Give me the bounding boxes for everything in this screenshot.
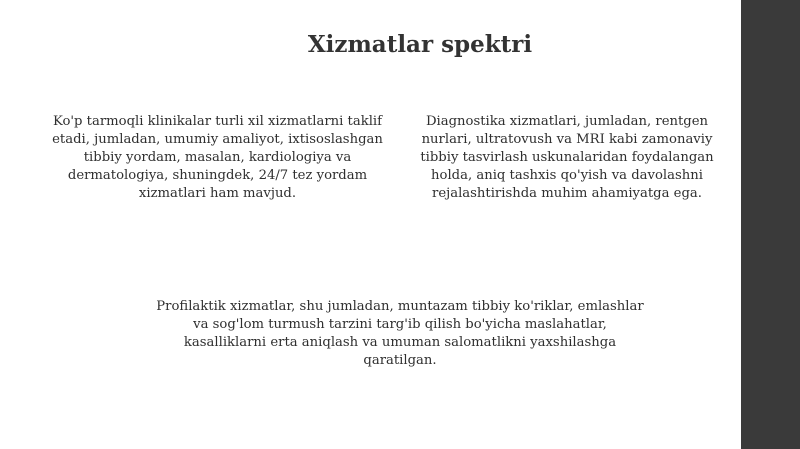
services-paragraph-general: Ko'p tarmoqli klinikalar turli xil xizmatlarni taklif etadi, jumladan, umumiy amaliyot, ixtisoslashgan tibbiy yordam, masalan, kardiologiya va dermatologiya, shuningdek, 24/7 tez yordam xizmatlari ham mavjud. [52,114,383,201]
slide-title: Xizmatlar spektri [307,31,533,58]
services-paragraph-diagnostics: Diagnostika xizmatlari, jumladan, rentgen nurlari, ultratovush va MRI kabi zamonaviy tibbiy tasvirlash uskunalaridan foydalangan holda, aniq tashxis qo'yish va davolashni rejalashtirishda muhim ahamiyatga ega. [420,114,714,201]
side-bar [741,0,800,449]
services-paragraph-preventive: Profilaktik xizmatlar, shu jumladan, muntazam tibbiy ko'riklar, emlashlar va sog'lom turmush tarzini targ'ib qilish bo'yicha maslahatlar, kasalliklarni erta aniqlash va umuman salomatlikni yaxshilashga qaratilgan. [156,299,644,368]
